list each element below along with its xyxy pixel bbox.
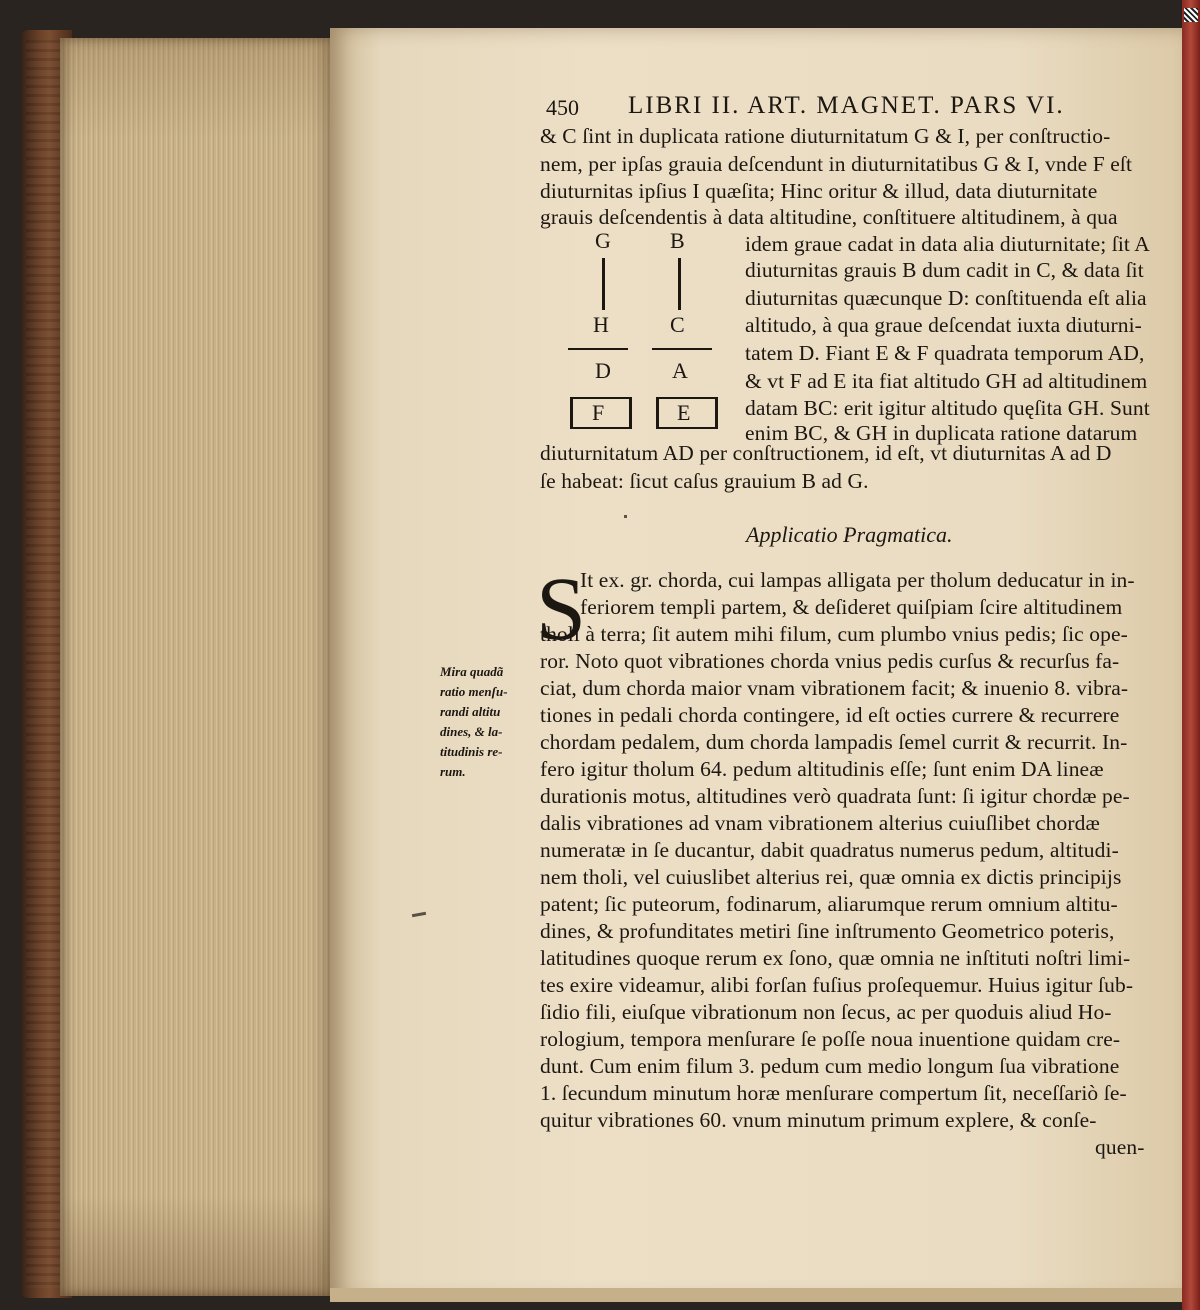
text-line: dunt. Cum enim filum 3. pedum cum medio longum ſua vibratione: [540, 1054, 1120, 1078]
text-line: 1. ſecundum minutum horæ menſurare compertum ſit, neceſſariò ſe-: [540, 1081, 1127, 1105]
text-line: diuturnitas quæcunque D: conſtituenda eſt alia: [745, 286, 1147, 310]
marginal-note-line: rum.: [440, 764, 466, 779]
text-line: diuturnitas ipſius I quæſita; Hinc oritur & illud, data diuturnitate: [540, 179, 1098, 203]
text-line: numeratæ in ſe ducantur, dabit quadratus numerus pedum, altitudi-: [540, 838, 1119, 862]
diagram-label-e: E: [677, 400, 691, 425]
text-line: tholi à terra; ſit autem mihi filum, cum plumbo vnius pedis; ſic ope-: [540, 622, 1128, 646]
text-line: dalis vibrationes ad vnam vibrationem alterius cuiuſlibet chordæ: [540, 811, 1100, 835]
text-line: rologium, tempora menſurare ſe poſſe noua inuentione quidam cre-: [540, 1027, 1121, 1051]
diagram-label-b: B: [670, 228, 685, 253]
marginal-note-line: Mira quadã: [440, 664, 504, 679]
line-bc: [678, 258, 681, 310]
facing-page-red-edge: [1182, 0, 1200, 1310]
catchword: quen-: [1095, 1135, 1145, 1159]
text-line: patent; ſic puteorum, fodinarum, aliarumque rerum omnium altitu-: [540, 892, 1118, 916]
marginal-note-line: dines, & la-: [440, 724, 503, 739]
diagram-label-h: H: [593, 312, 609, 337]
text-line: nem tholi, vel cuiuslibet alterius rei, quæ omnia ex dictis principijs: [540, 865, 1122, 889]
text-line: nem, per ipſas grauia deſcendunt in diuturnitatibus G & I, vnde F eſt: [540, 152, 1133, 176]
text-line: & vt F ad E ita fiat altitudo GH ad altitudinem: [745, 369, 1148, 393]
marginal-note-line: randi altitu: [440, 704, 501, 719]
text-line: latitudines quoque rerum ex ſono, quæ omnia ne inſtituti noſtri limi-: [540, 946, 1131, 970]
page-bottom-edge: [330, 1288, 1182, 1302]
text-line: datam BC: erit igitur altitudo quęſita GH. Sunt: [745, 396, 1150, 420]
diagram-label-c: C: [670, 312, 685, 337]
marginal-note-line: titudinis re-: [440, 744, 503, 759]
line-gh: [602, 258, 605, 310]
text-line: feriorem templi partem, & deſideret quiſpiam ſcire altitudinem: [580, 595, 1123, 619]
text-line: ſe habeat: ſicut caſus grauium B ad G.: [540, 469, 869, 493]
text-line: ror. Noto quot vibrationes chorda vnius pedis curſus & recurſus fa-: [540, 649, 1120, 673]
text-line: dines, & profunditates metiri ſine inſtrumento Geometrico poteris,: [540, 919, 1115, 943]
running-title: LIBRI II. ART. MAGNET. PARS VI.: [628, 92, 1065, 119]
text-line: idem graue cadat in data alia diuturnitate; ſit A: [745, 232, 1150, 256]
text-line: altitudo, à qua graue deſcendat iuxta diuturni-: [745, 313, 1142, 337]
text-line: chordam pedalem, dum chorda lampadis ſemel currit & recurrit. In-: [540, 730, 1128, 754]
text-line: diuturnitatum AD per conſtructionem, id eſt, vt diuturnitas A ad D: [540, 441, 1112, 465]
text-line: enim BC, & GH in duplicata ratione datarum: [745, 421, 1138, 445]
ink-speck: [624, 515, 627, 518]
rule-d: [568, 348, 628, 350]
text-line: It ex. gr. chorda, cui lampas alligata per tholum deducatur in in-: [580, 568, 1135, 592]
text-line: tatem D. Fiant E & F quadrata temporum AD,: [745, 341, 1145, 365]
diagram-label-d: D: [595, 358, 611, 383]
text-line: & C ſint in duplicata ratione diuturnitatum G & I, per conſtructio-: [540, 124, 1111, 148]
marginal-note-line: ratio menſu-: [440, 684, 508, 699]
diagram-label-f: F: [592, 400, 605, 425]
diagram-label-g: G: [595, 228, 611, 253]
page-number: 450: [546, 95, 579, 120]
rule-a: [652, 348, 712, 350]
page-block-shade: [60, 38, 332, 1296]
drop-cap: S: [536, 560, 587, 659]
text-line: tes exire videamur, alibi forſan fuſius proſequemur. Huius igitur ſub-: [540, 973, 1134, 997]
text-line: fero igitur tholum 64. pedum altitudinis eſſe; ſunt enim DA lineæ: [540, 757, 1104, 781]
section-title: Applicatio Pragmatica.: [746, 522, 953, 547]
diagram-label-a: A: [672, 358, 688, 383]
text-line: ſidio fili, eiuſque vibrationum non ſecus, ac per quoduis aliud Ho-: [540, 1000, 1112, 1024]
text-line: diuturnitas grauis B dum cadit in C, & data ſit: [745, 258, 1144, 282]
text-line: quitur vibrationes 60. vnum minutum primum explere, & conſe-: [540, 1108, 1097, 1132]
text-line: ciat, dum chorda maior vnam vibrationem facit; & inuenio 8. vibra-: [540, 676, 1129, 700]
color-target-corner: [1184, 8, 1198, 22]
text-line: durationis motus, altitudines verò quadrata ſunt: ſi igitur chordæ pe-: [540, 784, 1130, 808]
text-line: grauis deſcendentis à data altitudine, conſtituere altitudinem, à qua: [540, 205, 1118, 229]
text-line: tiones in pedali chorda contingere, id eſt octies currere & recurrere: [540, 703, 1120, 727]
